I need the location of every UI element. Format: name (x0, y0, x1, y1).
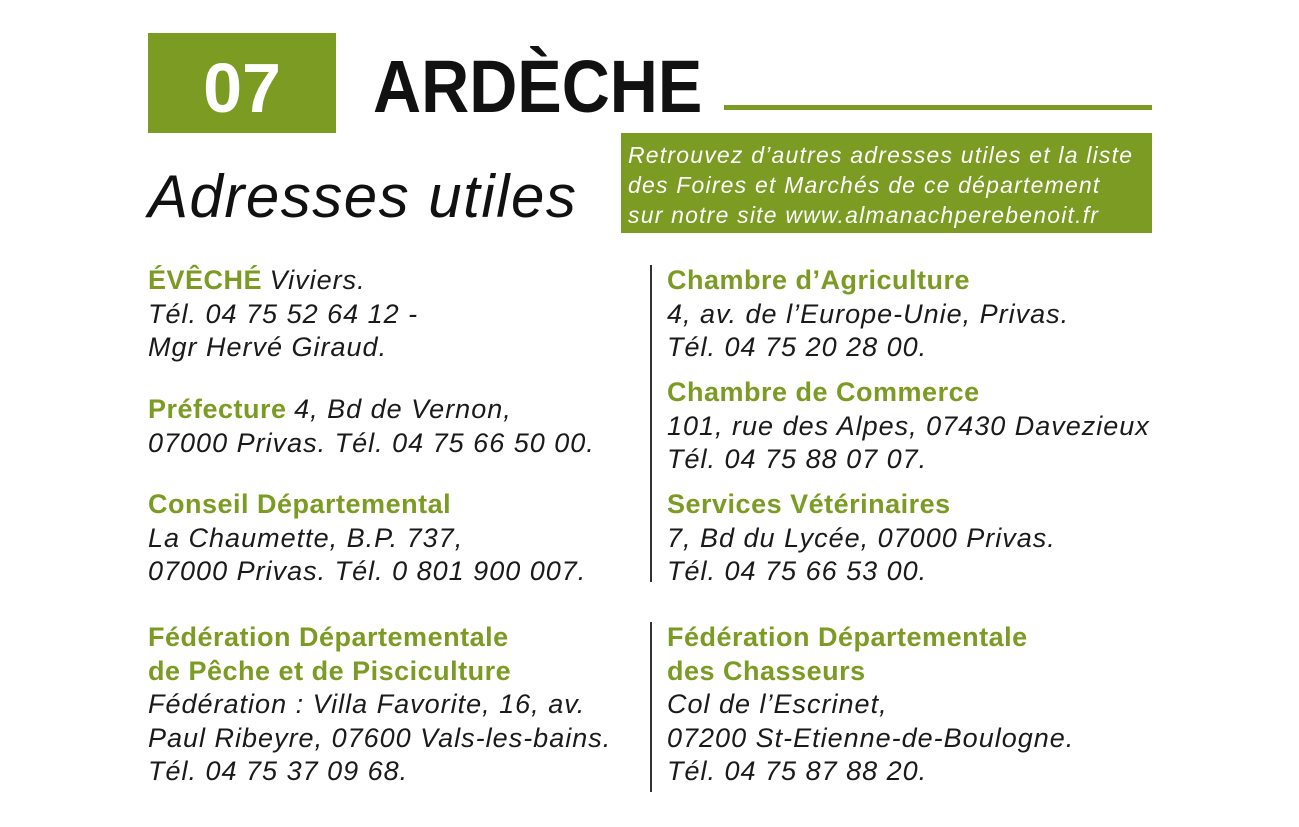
address-entry-conseil-departemental (148, 488, 586, 589)
entry-line: 07000 Privas. Tél. 04 75 66 50 00. (148, 427, 595, 458)
entry-line: Col de l’Escrinet, (667, 689, 888, 719)
entry-heading: Fédération Départementale (667, 622, 1028, 652)
entry-line: 7, Bd du Lycée, 07000 Privas. (667, 522, 1056, 553)
entry-heading: Préfecture (148, 394, 287, 424)
entry-line: Tél. 04 75 88 07 07. (667, 444, 928, 474)
entry-line: Fédération : Villa Favorite, 16, av. (148, 689, 586, 719)
entry-line: Mgr Hervé Giraud. (148, 332, 388, 362)
entry-line: La Chaumette, B.P. 737, (148, 522, 464, 553)
entry-heading: Conseil Départemental (148, 489, 452, 519)
department-number: 07 (203, 49, 281, 127)
info-line: sur notre site www.almanachperebenoit.fr (628, 202, 1100, 228)
entry-heading: Chambre d’Agriculture (667, 265, 971, 295)
column-divider (650, 622, 652, 792)
address-entry-prefecture (148, 393, 595, 460)
entry-heading: ÉVÊCHÉ (148, 265, 263, 295)
entry-line (148, 264, 418, 298)
entry-heading: des Chasseurs (667, 655, 866, 686)
info-line: Retrouvez d’autres adresses utiles et la liste (628, 142, 1134, 168)
department-name: ARDÈCHE (373, 45, 703, 128)
entry-inline-text: Viviers. (269, 265, 366, 295)
entry-heading: Services Vétérinaires (667, 489, 951, 519)
address-entry-federation-peche (148, 621, 611, 789)
entry-line: 101, rue des Alpes, 07430 Davezieux (667, 410, 1150, 441)
entry-line: Tél. 04 75 52 64 12 - (148, 298, 419, 329)
entry-heading: de Pêche et de Pisciculture (148, 655, 512, 686)
entry-line (148, 393, 595, 427)
entry-line: 07000 Privas. Tél. 0 801 900 007. (148, 556, 587, 586)
address-entry-services-veterinaires (667, 488, 1056, 589)
entry-line: Tél. 04 75 87 88 20. (667, 756, 928, 786)
entry-heading: Chambre de Commerce (667, 377, 980, 407)
title-rule (724, 105, 1152, 110)
address-entry-eveche (148, 264, 418, 365)
address-entry-federation-chasseurs (667, 621, 1074, 789)
info-box (621, 133, 1152, 233)
page-subtitle: Adresses utiles (148, 163, 578, 230)
entry-heading: Fédération Départementale (148, 622, 509, 652)
entry-inline-text: 4, Bd de Vernon, (294, 394, 512, 424)
department-number-badge (148, 33, 336, 133)
address-entry-chambre-commerce (667, 376, 1150, 477)
entry-line: Tél. 04 75 66 53 00. (667, 556, 928, 586)
entry-line: Tél. 04 75 37 09 68. (148, 756, 409, 786)
address-entry-chambre-agriculture (667, 264, 1069, 365)
entry-line: Paul Ribeyre, 07600 Vals-les-bains. (148, 722, 612, 753)
entry-line: 4, av. de l’Europe-Unie, Privas. (667, 298, 1070, 329)
info-line: des Foires et Marchés de ce département (628, 172, 1101, 198)
entry-line: 07200 St-Etienne-de-Boulogne. (667, 722, 1075, 753)
column-divider (650, 265, 652, 582)
entry-line: Tél. 04 75 20 28 00. (667, 332, 928, 362)
